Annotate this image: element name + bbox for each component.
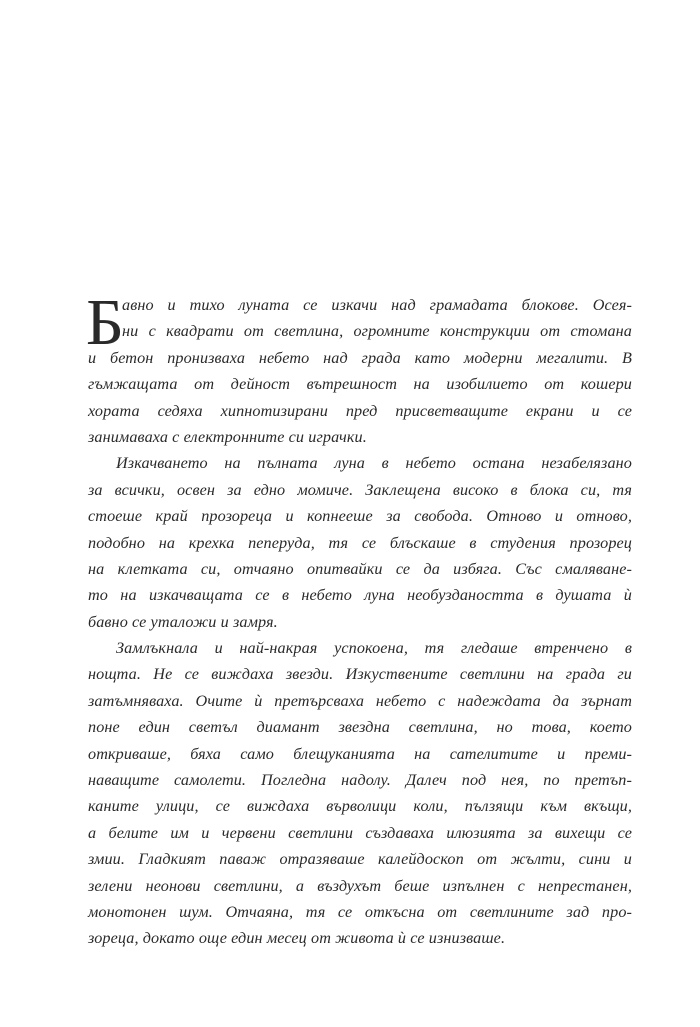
paragraph-3-line: поне един светъл диамант звездна светлина, но това, което <box>88 718 632 737</box>
paragraph-3-line: змии. Гладкият паваж отразяваше калейдоскоп от жълти, сини и <box>88 850 632 869</box>
paragraph-2-line: за всички, освен за едно момиче. Заклещена високо в блока си, тя <box>88 480 632 499</box>
paragraph-2-line: Изкачването на пълната луна в небето остана незабелязано <box>116 454 632 473</box>
drop-cap-letter: Б <box>86 286 124 359</box>
paragraph-1-line: занимаваха с електронните си играчки. <box>88 427 367 446</box>
paragraph-3-line: зореца, докато още един месец от живота ѝ се изнизваше. <box>88 929 506 948</box>
paragraph-3-line: зелени неонови светлини, а въздухът беше изпълнен с непрестанен, <box>88 876 632 895</box>
paragraph-1-line: гъмжащата от дейност вътрешност на изобилието от кошери <box>88 375 632 394</box>
paragraph-3-line: а белите им и червени светлини създаваха илюзията за вихещи се <box>88 823 632 842</box>
body-text <box>86 286 632 952</box>
paragraph-2-line: то на изкачващата се в небето луна необуздаността в душата ѝ <box>88 586 632 605</box>
paragraph-2-line: подобно на крехка пеперуда, тя се блъскаше в студения прозорец <box>88 533 632 552</box>
paragraph-2-line: бавно се уталожи и замря. <box>88 612 278 631</box>
paragraph-2-line: на клетката си, отчаяно опитвайки се да избяга. Със смаляване- <box>88 559 632 578</box>
paragraph-1-line: хората седяха хипнотизирани пред присветващите екрани и се <box>88 401 632 420</box>
paragraph-3-line: откриваше, бяха само блещуканията на сателитите и преми- <box>88 744 632 763</box>
paragraph-3-line: затъмняваха. Очите ѝ претърсваха небето с надеждата да зърнат <box>88 691 632 710</box>
paragraph-3-line: наващите самолети. Погледна надолу. Далеч под нея, по претъп- <box>88 771 632 790</box>
paragraph-3-line: каните улици, се виждаха върволици коли, пълзящи към вкъщи, <box>88 797 632 816</box>
paragraph-2-line: стоеше край прозореца и копнееше за свобода. Отново и отново, <box>88 507 632 526</box>
paragraph-3-line: монотонен шум. Отчаяна, тя се откъсна от светлините зад про- <box>88 902 632 921</box>
paragraph-1-line: авно и тихо луната се изкачи над грамадата блокове. Осея- <box>122 296 632 314</box>
paragraph-3-line: Замлъкнала и най-накрая успокоена, тя гледаше втренчено в <box>116 639 632 658</box>
paragraph-1-line: ни с квадрати от светлина, огромните конструкции от стомана <box>122 322 632 341</box>
paragraph-3-line: нощта. Не се виждаха звезди. Изкуствените светлини на града ги <box>88 665 632 684</box>
paragraph-1-line: и бетон пронизваха небето над града като модерни мегалити. В <box>88 348 632 367</box>
